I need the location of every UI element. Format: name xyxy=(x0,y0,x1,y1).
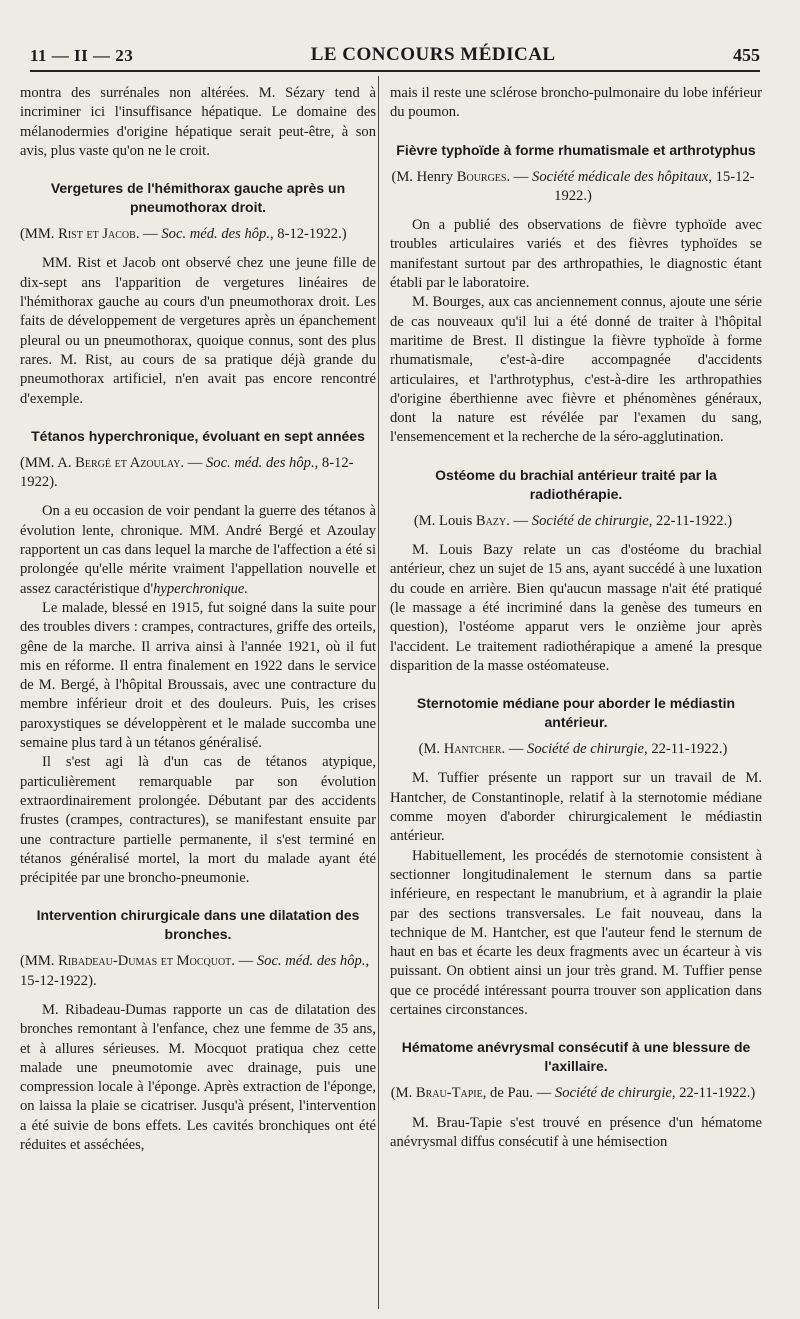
column-divider xyxy=(378,76,379,1309)
article-paragraph: Habituellement, les procédés de sternotomie consistent à sectionner longitudinalement le sternum dans sa partie inférieure, en respectant le manubrium, et à agrandir la plaie par des sections transversales. Le fait nouveau, dans la technique de M. Hantcher, est que l'auteur fend le sternum de haut en bas et écarte les deux fragments avec un écarteur à vis puissant. On obtient ainsi un jour très grand. M. Tuffier pense que ce procédé intéressant pourra trouver son application dans certaines circonstances. xyxy=(390,847,762,1018)
article-title: Sternotomie médiane pour aborder le médiastin antérieur. xyxy=(416,695,736,731)
ref-date: , 8-12-1922.) xyxy=(270,226,347,243)
ref-authors: Ribadeau-Dumas et Mocquot xyxy=(58,953,232,970)
article-sternotomie xyxy=(390,694,762,1020)
left-column xyxy=(20,84,376,1309)
paragraph-text: On a eu occasion de voir pendant la guerre des tétanos à évolution lente, chronique. MM. André Bergé et Azoulay rapportent un cas dans lequel la marche de l'affection a été si prolongée qu'elle mérite vraiment l'appellation nouvelle et assez caractéristique d' xyxy=(20,503,376,597)
ref-authors: Hantcher xyxy=(443,741,502,758)
article-title: Hématome anévrysmal consécutif à une blessure de l'axillaire. xyxy=(401,1039,751,1075)
article-paragraph: Le malade, blessé en 1915, fut soigné dans la suite pour des troubles divers : crampes, contractures, griffe des orteils, gêne de la marche. Il arriva ainsi à l'année 1921, où il fut mis en réforme. Il entra finalement en 1922 dans le service de M. Bergé, à l'hôpital Broussais, avec une contracture du membre inférieur droit et des douleurs. Puis, les crises paroxystiques se développèrent et le malade succomba une semaine plus tard à un tétanos généralisé. xyxy=(20,599,376,752)
ref-separator: . — xyxy=(231,953,257,970)
article-title: Ostéome du brachial antérieur traité par la radiothérapie. xyxy=(435,466,717,502)
article-dilatation xyxy=(20,906,376,1155)
ref-journal: Société de chirurgie xyxy=(527,741,645,758)
ref-authors: Bazy xyxy=(475,512,507,529)
article-paragraph: M. Bourges, aux cas anciennement connus, ajoute une série de cas nouveaux qu'il lui a été donné de traiter à l'hôpital maritime de Brest. Il distingue la fièvre typhoïde à forme rhumatismale, c'est-à-dire accompagnée d'accidents articulaires, et l'arthrotyphus, c'est-à-dire les arthropathies d'origine éberthienne avec fièvre et phénomènes généraux, dont la nature est révélée par l'examen du sang, l'ensemencement et la recherche de la séro-agglutination. xyxy=(390,294,762,446)
right-column xyxy=(390,84,762,1309)
article-body: M. Louis Bazy relate un cas d'ostéome du brachial antérieur, chez un sujet de 15 ans, ayant succédé à une luxation du coude en arrière. Bien qu'aucun massage n'ait été pratiqué (le massage a été incriminé dans la genèse des tumeurs en question), l'ostéome apparut vers le onzième jour après l'accident. Le traitement radiothérapique a amené la presque disparition de la masse ostéomateuse. xyxy=(390,542,762,674)
ref-prefix: (MM. xyxy=(20,953,59,970)
ref-date: , 8-12-1922). xyxy=(20,454,354,491)
article-body: MM. Rist et Jacob ont observé chez une jeune fille de dix-sept ans l'apparition de vergetures linéaires de l'hémithorax gauche au cours d'un pneumothorax droit. Les faits de développement de vergetures après un épanchement pleural ou un pneumothorax, quoique connus, sont des plus rares. M. Rist, au cours de sa pratique déjà grande du pneumothorax artificiel, n'en avait pas encore rencontré d'exemple. xyxy=(20,255,376,407)
ref-authors: Brau-Tapie xyxy=(415,1085,483,1102)
article-body: M. Brau-Tapie s'est trouvé en présence d'un hématome anévrysmal diffus consécutif à une hémisection xyxy=(390,1114,762,1150)
ref-authors: Bourges xyxy=(456,168,507,185)
ref-journal: Société de chirurgie xyxy=(531,512,649,529)
ref-separator: . — xyxy=(501,741,528,758)
article-hematome xyxy=(390,1038,762,1152)
page-header xyxy=(30,36,760,66)
ref-prefix: (M. xyxy=(390,1085,416,1102)
ref-date: , 22-11-1922.) xyxy=(671,1085,756,1102)
article-paragraph: On a publié des observations de fièvre typhoïde avec troubles articulaires variés et des fièvres typhoïdes se manifestant surtout par des arthropathies, le diagnostic étant établi par le laboratoire. xyxy=(390,217,762,292)
ref-date: , 22-11-1922.) xyxy=(648,512,733,529)
ref-prefix: (MM. A. xyxy=(20,454,76,471)
ref-authors: Rist et Jacob xyxy=(58,226,136,243)
continued-text: mais il reste une sclérose broncho-pulmonaire du lobe inférieur du poumon. xyxy=(390,85,762,121)
article-reference xyxy=(390,740,762,759)
article-title: Intervention chirurgicale dans une dilatation des bronches. xyxy=(36,907,360,943)
ref-separator: . — xyxy=(506,168,533,185)
ref-date: , 22-11-1922.) xyxy=(644,741,728,758)
article-paragraph: M. Tuffier présente un rapport sur un travail de M. Hantcher, de Constantinople, relatif à la sternotomie médiane comme moyen d'aborder chirurgicalement le médiastin antérieur. xyxy=(390,770,762,845)
ref-authors: Bergé et Azoulay xyxy=(75,454,181,471)
ref-separator: . — xyxy=(506,512,532,529)
article-title: Fièvre typhoïde à forme rhumatismale et arthrotyphus xyxy=(396,141,756,158)
page-number: 455 xyxy=(733,45,760,65)
ref-prefix: (M. Henry xyxy=(391,168,457,185)
ref-prefix: (M. Louis xyxy=(413,512,476,529)
ref-journal: Société de chirurgie xyxy=(554,1085,672,1102)
article-paragraph: Il s'est agi là d'un cas de tétanos atypique, particulièrement remarquable par son évolution extraordinairement prolongée. Débutant par des accidents frustes (crampes, contractures), se manifestant ensuite par une contracture partielle permanente, il s'est terminé en tétanos généralisé mortel, la mort du malade ayant été précipitée par une broncho-pneumonie. xyxy=(20,754,376,887)
ref-journal: Soc. méd. des hôp. xyxy=(256,953,366,970)
article-reference xyxy=(20,225,376,244)
ref-date: , 15-12-1922.) xyxy=(554,168,755,204)
ref-separator: , de Pau. — xyxy=(482,1085,555,1102)
article-paragraph xyxy=(20,502,376,598)
article-reference xyxy=(390,1084,762,1103)
ref-journal: Soc. méd. des hôp. xyxy=(205,454,315,471)
article-reference xyxy=(20,952,376,991)
article-typhoide xyxy=(390,141,762,448)
ref-prefix: (M. xyxy=(418,741,444,758)
article-body: M. Ribadeau-Dumas rapporte un cas de dilatation des bronches remontant à l'enfance, chez une femme de 35 ans, et à allures sérieuses. M. Mocquot pratiqua chez cette malade une pneumotomie avec drainage, puis une compression locale à l'éponge. Après extraction de l'éponge, on laissa la plaie se cicatriser. Jusqu'à présent, l'intervention a été suivie de bons effets. Les cavités bronchiques ont été réduites et asséchées, xyxy=(20,1001,376,1154)
article-title: Tétanos hyperchronique, évoluant en sept années xyxy=(31,427,365,444)
article-tetanos xyxy=(20,427,376,889)
journal-title: LE CONCOURS MÉDICAL xyxy=(310,44,556,65)
ref-journal: Société médicale des hôpitaux xyxy=(532,168,709,185)
article-osteome xyxy=(390,466,762,676)
article-reference xyxy=(390,168,762,207)
issue-number: 11 — II — 23 xyxy=(30,46,134,65)
paragraph-italic: hyperchronique. xyxy=(153,580,249,597)
continued-text: montra des surrénales non altérées. M. Sézary tend à incriminer ici l'insuffisance hépatique. Le domaine des mélanodermies d'origine hépatique serait peut-être, à son avis, plus vaste qu'on ne le croit. xyxy=(20,85,376,159)
header-rule xyxy=(30,70,760,72)
ref-date: , 15-12-1922). xyxy=(20,953,370,989)
ref-separator: . — xyxy=(180,454,206,471)
article-reference xyxy=(390,512,762,531)
ref-separator: . — xyxy=(135,226,162,243)
article-title: Vergetures de l'hémithorax gauche après un pneumothorax droit. xyxy=(50,180,346,216)
article-reference xyxy=(20,454,376,493)
article-vergetures xyxy=(20,179,376,409)
ref-prefix: (MM. xyxy=(20,226,59,243)
ref-journal: Soc. méd. des hôp. xyxy=(161,226,270,243)
